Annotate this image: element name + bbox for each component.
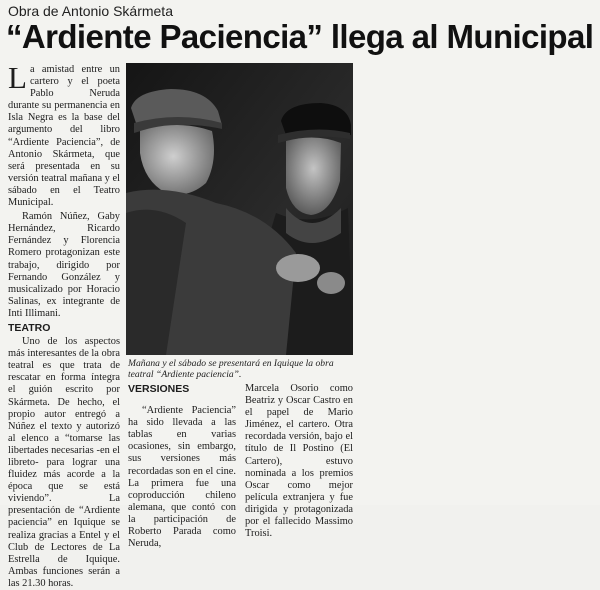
column-versiones-continued bbox=[245, 383, 353, 540]
intro-paragraph-2: Ramón Núñez, Gaby Hernández, Ricardo Fernández y Florencia Romero protagonizan este trabajo, dirigido por Fernando González y musicalizado por Horacio Salinas, ex integrante de Inti Illimani. bbox=[8, 211, 120, 319]
intro-paragraph-1-text: a amistad entre un cartero y el poeta Pablo Neruda durante su permanencia en Isla Negra es la base del argumento del libro “Ardiente Paciencia”, de Antonio Skármeta, que será presentada en su versión teatral mañana y el sábado en el Teatro Municipal. bbox=[8, 64, 120, 209]
article-headline: “Ardiente Paciencia” llega al Municipal bbox=[6, 18, 594, 55]
column-intro bbox=[8, 60, 120, 590]
teatro-paragraph: Uno de los aspectos más interesantes de la obra teatral es que trata de rescatar en forma íntegra el guión escrito por Skármeta. De hecho, el propio autor entregó a Núñez el texto y autorizó al elenco a “tomarse las libertades necesarias -en el libreto- para lograr una fluidez más acorde a la época que se está viviendo”. La presentación de “Ardiente paciencia” en Iquique se realiza gracias a Entel y el Club de Lectores de La Estrella de Iquique. Ambas funciones serán a las 21.30 horas. bbox=[8, 336, 120, 589]
column-versiones bbox=[128, 383, 236, 550]
section-heading-teatro: TEATRO bbox=[8, 321, 51, 334]
intro-paragraph-1 bbox=[8, 60, 120, 209]
drop-cap: L bbox=[8, 60, 27, 95]
versiones-paragraph: “Ardiente Paciencia” ha sido llevada a las tablas en varias ocasiones, sin embargo, sus versiones más recordadas son en el cine. La primera fue una coproducción chileno alemana, que contó con la participación de Roberto Parada como Neruda, bbox=[128, 405, 236, 550]
stage-photo-icon bbox=[126, 63, 353, 355]
stage-photo bbox=[126, 63, 353, 355]
section-heading-versiones: VERSIONES bbox=[128, 383, 190, 395]
article-kicker: Obra de Antonio Skármeta bbox=[8, 3, 173, 19]
versiones-paragraph-continued: Marcela Osorio como Beatriz y Oscar Castro en el papel de Mario Jiménez, el cartero. Otra recordada versión, bajo el título de Il Postino (El Cartero), estuvo nominada a los premios Oscar como mejor película extranjera y fue dirigida y protagonizada por el fallecido Massimo Troisi. bbox=[245, 383, 353, 540]
photo-caption: Mañana y el sábado se presentará en Iquique la obra teatral “Ardiente paciencia”. bbox=[128, 358, 334, 380]
